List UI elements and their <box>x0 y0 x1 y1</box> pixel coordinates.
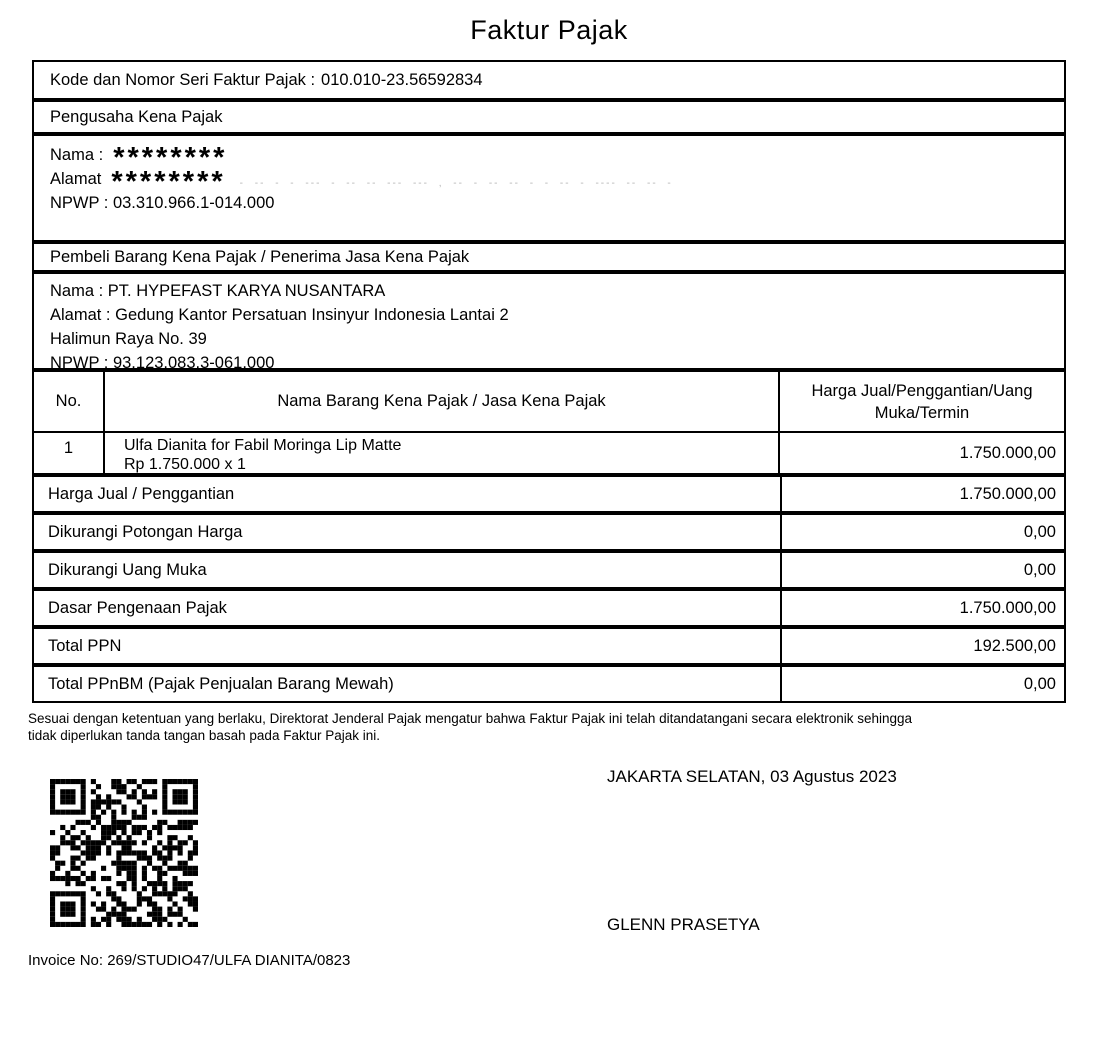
summary-value: 1.750.000,00 <box>780 477 1064 511</box>
buyer-name-line: Nama : PT. HYPEFAST KARYA NUSANTARA <box>50 281 386 300</box>
serial-number-value: 010.010-23.56592834 <box>321 70 483 89</box>
seller-section-header <box>32 100 1066 134</box>
page-title: Faktur Pajak <box>470 15 628 45</box>
summary-label: Harga Jual / Penggantian <box>48 484 235 503</box>
item-description <box>105 433 401 473</box>
electronic-signature-disclaimer <box>28 710 1078 744</box>
seller-details <box>32 134 1066 242</box>
item-description-line1: Ulfa Dianita for Fabil Moringa Lip Matte <box>124 437 402 454</box>
faktur-pajak-document <box>0 14 1098 1052</box>
buyer-section-header <box>32 242 1066 272</box>
summary-row-dasar-pengenaan-pajak <box>32 589 1066 627</box>
buyer-details <box>32 272 1066 370</box>
qr-code <box>50 779 198 927</box>
summary-value: 192.500,00 <box>780 629 1064 663</box>
summary-row-uang-muka <box>32 551 1066 589</box>
seller-name-line <box>50 142 1064 174</box>
serial-number-row <box>32 60 1066 100</box>
summary-value: 0,00 <box>780 553 1064 587</box>
item-price-cell: 1.750.000,00 <box>959 443 1056 462</box>
serial-number-label: Kode dan Nomor Seri Faktur Pajak : <box>50 70 316 89</box>
item-description-line2: Rp 1.750.000 x 1 <box>124 456 246 473</box>
seller-npwp-line: NPWP : 03.310.966.1-014.000 <box>50 193 275 212</box>
buyer-section-title: Pembeli Barang Kena Pajak / Penerima Jasa Kena Pajak <box>50 247 470 266</box>
summary-value: 1.750.000,00 <box>780 591 1064 625</box>
summary-row-total-ppn <box>32 627 1066 665</box>
buyer-address-line-2: Halimun Raya No. 39 <box>50 329 207 348</box>
seller-address-line <box>50 166 1064 198</box>
buyer-npwp-line: NPWP : 93.123.083.3-061.000 <box>50 353 275 372</box>
item-name-cell <box>103 433 780 473</box>
table-row <box>34 433 1064 473</box>
buyer-address-line-1: Alamat : Gedung Kantor Persatuan Insinyur Indonesia Lantai 2 <box>50 305 509 324</box>
column-header-price-line1: Harga Jual/Penggantian/Uang <box>811 381 1033 400</box>
summary-row-harga-jual <box>32 475 1066 513</box>
items-table <box>32 370 1066 475</box>
disclaimer-line1: Sesuai dengan ketentuan yang berlaku, Direktorat Jenderal Pajak mengatur bahwa Faktur Pajak ini telah ditandatangani secara elektronik sehingga <box>28 711 913 726</box>
column-header-no: No. <box>55 392 82 410</box>
summary-label: Dikurangi Potongan Harga <box>48 522 243 541</box>
summary-label: Total PPN <box>48 636 122 655</box>
seller-address-redacted: ******** <box>111 166 226 198</box>
seller-name-label: Nama : <box>50 145 104 164</box>
summary-label: Dikurangi Uang Muka <box>48 560 207 579</box>
summary-label: Dasar Pengenaan Pajak <box>48 598 227 617</box>
seller-name-redacted: ******** <box>113 142 228 174</box>
seller-address-faded-text: - -- - - --- - -- -- --- --- , -- - -- -- - - -- - ---- -- -- - <box>239 177 673 189</box>
invoice-number: Invoice No: 269/STUDIO47/ULFA DIANITA/0823 <box>28 952 351 969</box>
signer-name: GLENN PRASETYA <box>607 915 760 934</box>
column-header-item-name: Nama Barang Kena Pajak / Jasa Kena Pajak <box>103 372 780 431</box>
summary-row-potongan-harga <box>32 513 1066 551</box>
place-and-date: JAKARTA SELATAN, 03 Agustus 2023 <box>607 767 897 786</box>
seller-address-label: Alamat <box>50 169 102 188</box>
items-table-header-row <box>34 372 1064 433</box>
column-header-price-line2: Muka/Termin <box>874 403 970 422</box>
summary-label: Total PPnBM (Pajak Penjualan Barang Mewah) <box>48 674 394 693</box>
document-body <box>32 60 1066 703</box>
summary-value: 0,00 <box>780 515 1064 549</box>
summary-value: 0,00 <box>780 667 1064 701</box>
column-header-price <box>780 372 1064 431</box>
disclaimer-line2: tidak diperlukan tanda tangan basah pada Faktur Pajak ini. <box>28 728 380 743</box>
item-number-cell: 1 <box>63 439 74 457</box>
seller-section-title: Pengusaha Kena Pajak <box>50 107 223 126</box>
summary-row-total-ppnbm <box>32 665 1066 703</box>
